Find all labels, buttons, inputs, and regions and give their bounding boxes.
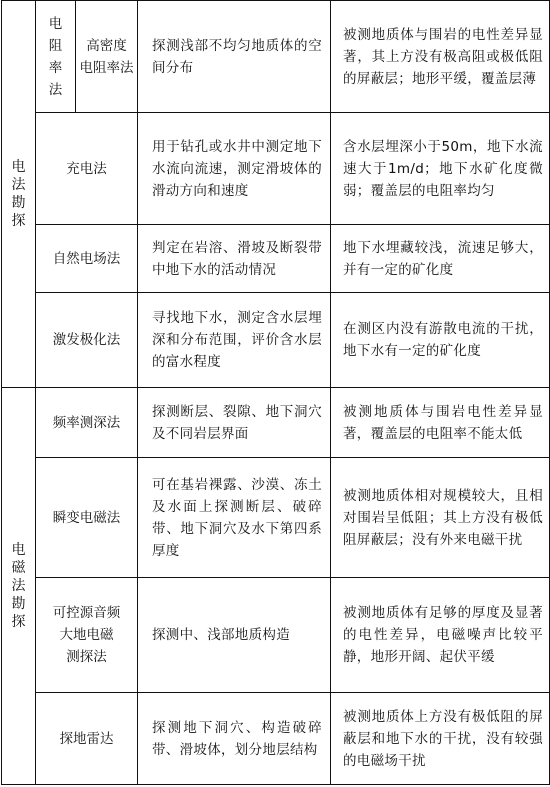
conditions-cell: 被测地质体有足够的厚度及显著的电性差异，电磁噪声比较平静，地形开阔、起伏平缓 [331,578,550,693]
table-row [2,113,550,225]
conditions-cell: 被测地质体上方没有极低阻的屏蔽层和地下水的干扰，没有较强的电磁场干扰 [331,693,550,785]
purpose-cell: 探测中、浅部地质构造 [138,578,331,693]
method-cell: 高密度 电阻率法 [76,1,138,113]
purpose-cell: 可在基岩裸露、沙漠、冻土及水面上探测断层、破碎带、地下洞穴及水下第四系厚度 [138,458,331,578]
method-cell: 探地雷达 [36,693,138,785]
purpose-cell: 探测地下洞穴、构造破碎带、滑坡体，划分地层结构 [138,693,331,785]
conditions-cell: 被测地质体与围岩的电性差异显著，其上方没有极高阻或极低阻的屏蔽层；地形平缓，覆盖层薄 [331,1,550,113]
table-row [2,225,550,293]
purpose-cell: 判定在岩溶、滑坡及断裂带中地下水的活动情况 [138,225,331,293]
conditions-cell: 在测区内没有游散电流的干扰，地下水有一定的矿化度 [331,293,550,388]
purpose-cell: 探测浅部不均匀地质体的空间分布 [138,1,331,113]
method-cell: 充电法 [36,113,138,225]
table-row [2,458,550,578]
parent-method-cell: 电 阻 率 法 [36,1,76,113]
purpose-cell: 寻找地下水，测定含水层埋深和分布范围，评价含水层的富水程度 [138,293,331,388]
table-row [2,693,550,785]
table-row [2,293,550,388]
table-row [2,578,550,693]
method-cell: 激发极化法 [36,293,138,388]
category-cell: 电 磁 法 勘 探 [2,388,36,785]
conditions-cell: 被测地质体与围岩电性差异显著，覆盖层的电阻率不能太低 [331,388,550,458]
table-row [2,1,550,113]
conditions-cell: 含水层埋深小于50m，地下水流速大于1m/d；地下水矿化度微弱；覆盖层的电阻率均匀 [331,113,550,225]
method-cell: 瞬变电磁法 [36,458,138,578]
table-row [2,388,550,458]
method-cell: 自然电场法 [36,225,138,293]
purpose-cell: 用于钻孔或水井中测定地下水流向流速，测定滑坡体的滑动方向和速度 [138,113,331,225]
conditions-cell: 被测地质体相对规模较大，且相对围岩呈低阻；其上方没有极低阻屏蔽层；没有外来电磁干扰 [331,458,550,578]
method-cell: 频率测深法 [36,388,138,458]
method-cell: 可控源音频 大地电磁 测探法 [36,578,138,693]
geophysical-methods-table [1,0,550,785]
category-cell: 电 法 勘 探 [2,1,36,388]
purpose-cell: 探测断层、裂隙、地下洞穴及不同岩层界面 [138,388,331,458]
conditions-cell: 地下水埋藏较浅，流速足够大，并有一定的矿化度 [331,225,550,293]
